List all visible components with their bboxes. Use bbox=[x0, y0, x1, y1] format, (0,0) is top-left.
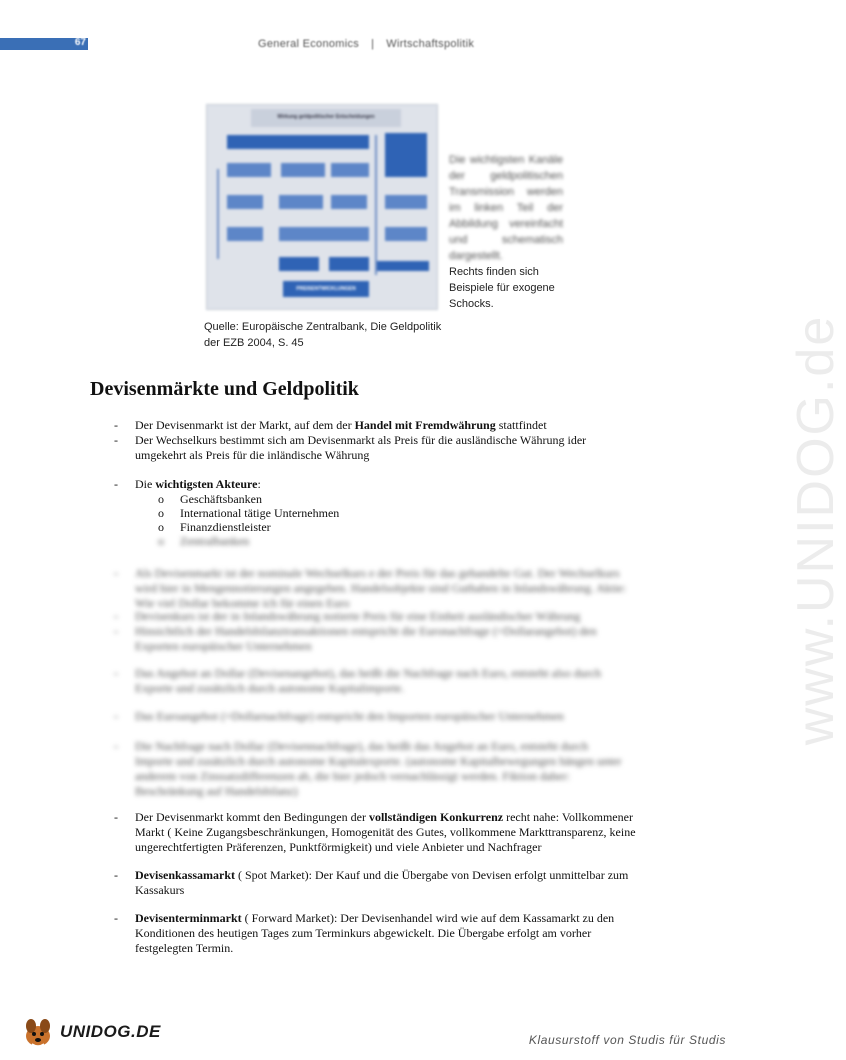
text-run: Der Devisenmarkt ist der Markt, auf dem der bbox=[135, 418, 355, 432]
figure-box bbox=[385, 227, 427, 241]
unidog-logo[interactable] bbox=[20, 1016, 161, 1048]
figure-box bbox=[385, 195, 427, 209]
text-line: Hinsichtlich der Handelsbilanztransaktionen entspricht die Euronachfrage (=Dollarangebot) den bbox=[135, 624, 597, 638]
text-line: Als Devisenmarkt ist der nominale Wechselkurs e der Preis für das gehandelte Gut. Der Wechselkurs bbox=[135, 566, 620, 580]
bullet-dash: - bbox=[114, 477, 118, 491]
figure-source bbox=[204, 319, 444, 351]
figure-box bbox=[329, 257, 369, 271]
figure-box bbox=[279, 257, 319, 271]
text-run: : bbox=[257, 477, 261, 491]
bullet-text bbox=[135, 624, 665, 654]
figure-box bbox=[227, 163, 271, 177]
text-run: Die bbox=[135, 477, 156, 491]
header-title-left: General Economics bbox=[258, 38, 360, 50]
bullet-dash: - bbox=[114, 566, 118, 580]
bullet-dash: - bbox=[114, 810, 118, 824]
bullet-text bbox=[135, 911, 665, 956]
actor-label: Finanzdienstleister bbox=[180, 520, 271, 534]
side-text-line: Schocks. bbox=[449, 298, 494, 310]
bold-run: Devisenkassamarkt bbox=[135, 868, 236, 882]
text-line: Exporten europäischer Unternehmen bbox=[135, 639, 312, 653]
side-text-line: Rechts finden sich bbox=[449, 266, 539, 278]
bullet-dash: - bbox=[114, 739, 118, 753]
figure-connector bbox=[217, 169, 219, 259]
bullet-text bbox=[135, 868, 665, 898]
figure-box bbox=[331, 163, 369, 177]
bullet-text: Devisenkurs ist der in Inlandswährung notierte Preis für eine Einheit ausländischer Währung bbox=[135, 609, 581, 623]
text-run: stattfindet bbox=[495, 418, 547, 432]
text-line: Wie viel Dollar bekomme ich für einen Euro bbox=[135, 596, 350, 610]
text-line: Kassakurs bbox=[135, 883, 185, 897]
sub-marker: o bbox=[158, 520, 164, 534]
figure-side-text bbox=[449, 152, 563, 312]
figure-box bbox=[279, 227, 369, 241]
text-line: Beschränkung auf Handelsbilanz) bbox=[135, 784, 298, 798]
text-line: anderem von Zinssatzdifferenzen ab, die hier jedoch vernachlässigt werden. Fiktion daher: bbox=[135, 769, 570, 783]
sub-marker: o bbox=[158, 506, 164, 520]
actor-label: International tätige Unternehmen bbox=[180, 506, 340, 520]
bullet-text bbox=[135, 566, 665, 611]
figure-box bbox=[279, 195, 323, 209]
text-run: recht nahe: Vollkommener bbox=[503, 810, 633, 824]
source-line: Quelle: Europäische Zentralbank, Die Geldpolitik bbox=[204, 321, 442, 333]
bold-run: Handel mit Fremdwährung bbox=[354, 418, 496, 432]
bullet-text bbox=[135, 433, 665, 463]
text-run: ( Forward Market): Der Devisenhandel wird wie auf dem Kassamarkt zu den bbox=[241, 911, 615, 925]
side-text-line: Beispiele für exogene bbox=[449, 282, 555, 294]
bullet-text bbox=[135, 418, 665, 433]
text-line: umgekehrt als Preis für die inländische Währung bbox=[135, 448, 370, 462]
bullet-dash: - bbox=[114, 418, 118, 432]
dog-icon bbox=[20, 1016, 60, 1050]
text-line: Der Wechselkurs bestimmt sich am Devisenmarkt als Preis für die ausländische Währung ider bbox=[135, 433, 587, 447]
bullet-text bbox=[135, 666, 665, 696]
section-title: Devisenmärkte und Geldpolitik bbox=[90, 378, 359, 400]
bullet-text bbox=[135, 739, 665, 799]
footer-tagline: Klausurstoff von Studis für Studis bbox=[528, 1033, 726, 1047]
actor-label: Geschäftsbanken bbox=[180, 492, 262, 506]
figure-heading-text: Wirkung geldpolitischer Entscheidungen bbox=[277, 114, 375, 120]
figure-box bbox=[227, 227, 263, 241]
bold-run: wichtigsten Akteure bbox=[155, 477, 258, 491]
bold-run: Devisenterminmarkt bbox=[135, 911, 242, 925]
bullet-dash: - bbox=[114, 911, 118, 925]
text-line: Konditionen des heutigen Tages zum Terminkurs abgewickelt. Die Übergabe erfolgt am vorher bbox=[135, 926, 592, 940]
text-run: ( Spot Market): Der Kauf und die Übergabe von Devisen erfolgt unmittelbar zum bbox=[235, 868, 629, 882]
transmission-figure bbox=[206, 104, 438, 310]
text-line: Markt ( Keine Zugangsbeschränkungen, Homogenität des Gutes, vollkommene Markttransparenz, keine bbox=[135, 825, 636, 839]
text-line: wird hier in Mengennotierungen angegeben. Handelsobjekte sind Guthaben in Inlandswährung. Aktie: bbox=[135, 581, 627, 595]
text-line: festgelegten Termin. bbox=[135, 941, 234, 955]
text-line: Die Nachfrage nach Dollar (Devisennachfrage), das heißt das Angebot an Euro, entsteht durch bbox=[135, 739, 589, 753]
bullet-text: Das Euroangebot (=Dollarnachfrage) entspricht den Importen europäischer Unternehmen bbox=[135, 709, 564, 723]
bullet-dash: - bbox=[114, 709, 118, 723]
header-separator: | bbox=[371, 38, 375, 50]
sub-marker: o bbox=[158, 492, 164, 506]
source-line: der EZB 2004, S. 45 bbox=[204, 337, 304, 349]
bullet-dash: - bbox=[114, 868, 118, 882]
figure-connector bbox=[375, 135, 377, 275]
text-run: Der Devisenmarkt kommt den Bedingungen der bbox=[135, 810, 369, 824]
side-text-blurred: Die wichtigsten Kanäle der geldpolitischen Transmission werden im linken Teil der Abbildung vereinfacht und schematisch dargestellt. bbox=[449, 154, 563, 262]
bullet-dash: - bbox=[114, 609, 118, 623]
figure-box-shocks bbox=[385, 133, 427, 177]
figure-box bbox=[331, 195, 367, 209]
figure-box bbox=[227, 195, 263, 209]
bullet-dash: - bbox=[114, 433, 118, 447]
watermark: www.UNIDOG.de bbox=[787, 314, 845, 746]
text-line: Importe und zusätzlich durch autonome Kapitalexporte. (autonome Kapitalbewegungen hängen unter bbox=[135, 754, 622, 768]
figure-bottom-box: PREISENTWICKLUNGEN bbox=[283, 281, 369, 297]
bullet-dash: - bbox=[114, 624, 118, 638]
bold-run: vollständigen Konkurrenz bbox=[368, 810, 504, 824]
text-line: Exporte und zusätzlich durch autonome Kapitalimporte. bbox=[135, 681, 405, 695]
logo-text: UNIDOG.DE bbox=[60, 1022, 161, 1041]
page-number: 67 bbox=[74, 37, 86, 48]
bullet-text bbox=[135, 810, 670, 855]
sub-marker: o bbox=[158, 534, 164, 548]
text-line: Das Angebot an Dollar (Devisenangebot), das heißt die Nachfrage nach Euro, entsteht also durch bbox=[135, 666, 602, 680]
figure-box-top bbox=[227, 135, 369, 149]
figure-box bbox=[281, 163, 325, 177]
actor-label: Zentralbanken bbox=[180, 534, 250, 548]
figure-heading bbox=[251, 109, 401, 127]
header-title-right: Wirtschaftspolitik bbox=[386, 38, 475, 50]
bullet-text bbox=[135, 477, 665, 492]
bullet-dash: - bbox=[114, 666, 118, 680]
figure-box bbox=[377, 261, 429, 271]
text-line: ungerechtfertigten Präferenzen, Punktförmigkeit) und viele Anbieter und Nachfrager bbox=[135, 840, 542, 854]
running-header bbox=[258, 38, 474, 50]
